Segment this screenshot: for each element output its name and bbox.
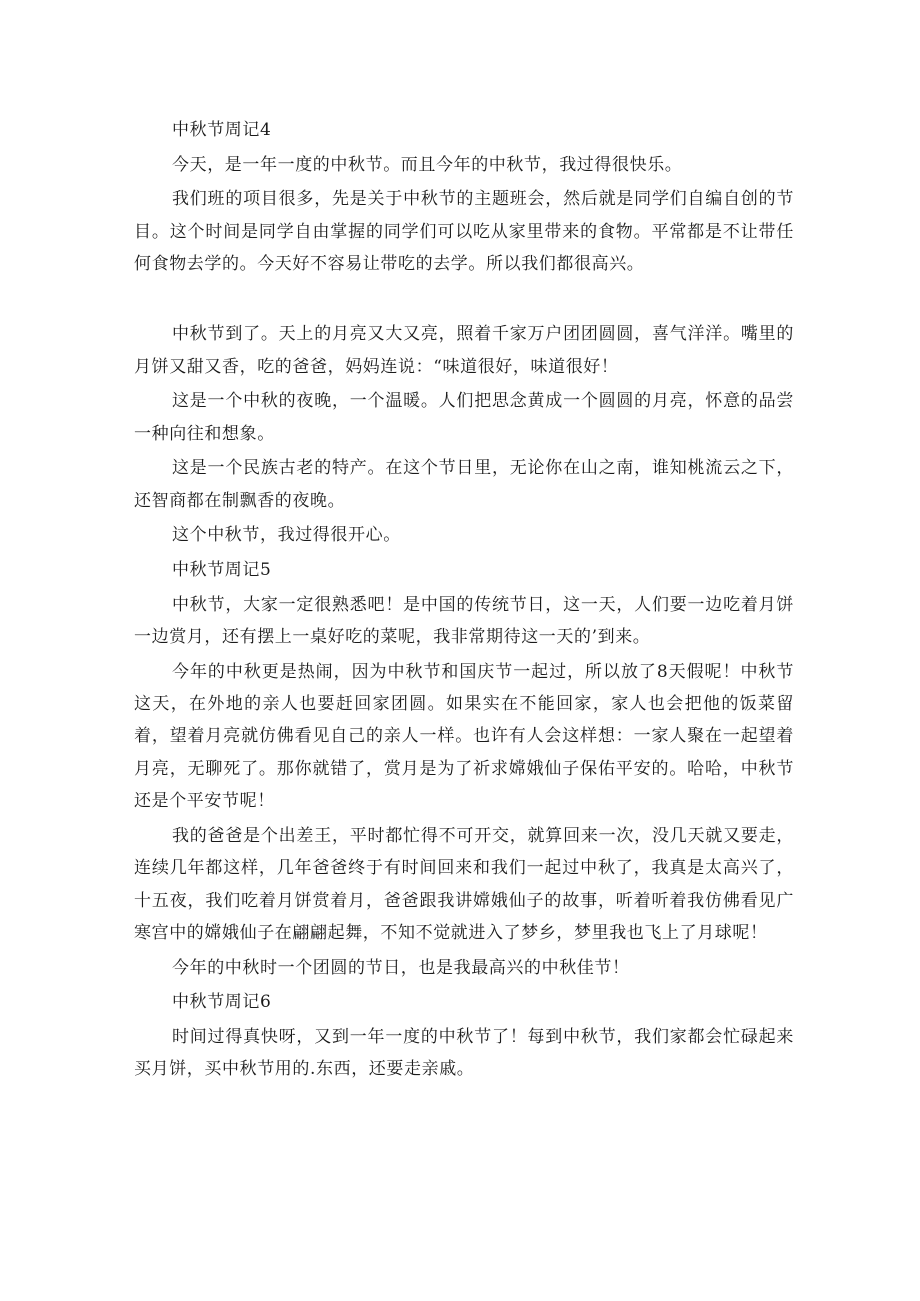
section-title: 中秋节周记5 (172, 560, 272, 580)
paragraph: 今天，是一年一度的中秋节。而且今年的中秋节，我过得很快乐。 (172, 154, 683, 175)
paragraph: 中秋节，大家一定很熟悉吧！是中国的传统节日，这一天，人们要一边吃着月饼一边赏月，还有摆上一桌好吃的菜呢，我非常期待这一天的’到来。 (134, 594, 794, 647)
paragraph: 今年的中秋更是热闹，因为中秋节和国庆节一起过，所以放了8天假呢！中秋节这天，在外地的亲人也要赶回家团圆。如果实在不能回家，家人也会把他的饭菜留着，望着月亮就仿佛看见自己的亲人一样。也许有人会这样想：一家人聚在一起望着月亮，无聊死了。那你就错了，赏月是为了祈求嫦娥仙子保佑平安的。哈哈，中秋节还是个平安节呢！ (134, 661, 794, 812)
paragraph: 中秋节到了。天上的月亮又大又亮，照着千家万户团团圆圆，喜气洋洋。嘴里的月饼又甜又香，吃的爸爸，妈妈连说：“味道很好，味道很好！ (134, 324, 794, 377)
section-title: 中秋节周记6 (172, 992, 272, 1013)
paragraph: 今年的中秋时一个团圆的节日，也是我最高兴的中秋佳节！ (172, 957, 630, 978)
paragraph: 我们班的项目很多，先是关于中秋节的主题班会，然后就是同学们自编自创的节目。这个时间是同学自由掌握的同学们可以吃从家里带来的食物。平常都是不让带任何食物去学的。今天好不容易让带吃的去学。所以我们都很高兴。 (134, 189, 794, 274)
paragraph: 时间过得真快呀，又到一年一度的中秋节了！每到中秋节，我们家都会忙碌起来买月饼，买中秋节用的.东西，还要走亲戚。 (134, 1026, 794, 1080)
document-body (134, 114, 794, 1088)
section-title: 中秋节周记4 (172, 120, 272, 140)
paragraph: 这是一个中秋的夜晚，一个温暖。人们把思念黄成一个圆圆的月亮，怀意的品尝一种向往和想象。 (134, 391, 794, 444)
paragraph: 我的爸爸是个出差王，平时都忙得不可开交，就算回来一次，没几天就又要走，连续几年都这样，几年爸爸终于有时间回来和我们一起过中秋了，我真是太高兴了，十五夜，我们吃着月饼赏着月，爸爸跟我讲嫦娥仙子的故事，听着听着我仿佛看见广寒宫中的嫦娥仙子在翩翩起舞，不知不觉就进入了梦乡，梦里我也飞上了月球呢！ (134, 825, 794, 944)
paragraph: 这是一个民族古老的特产。在这个节日里，无论你在山之南，谁知桃流云之下，还智商都在制飘香的夜晚。 (134, 458, 794, 511)
paragraph: 这个中秋节，我过得很开心。 (172, 525, 401, 546)
